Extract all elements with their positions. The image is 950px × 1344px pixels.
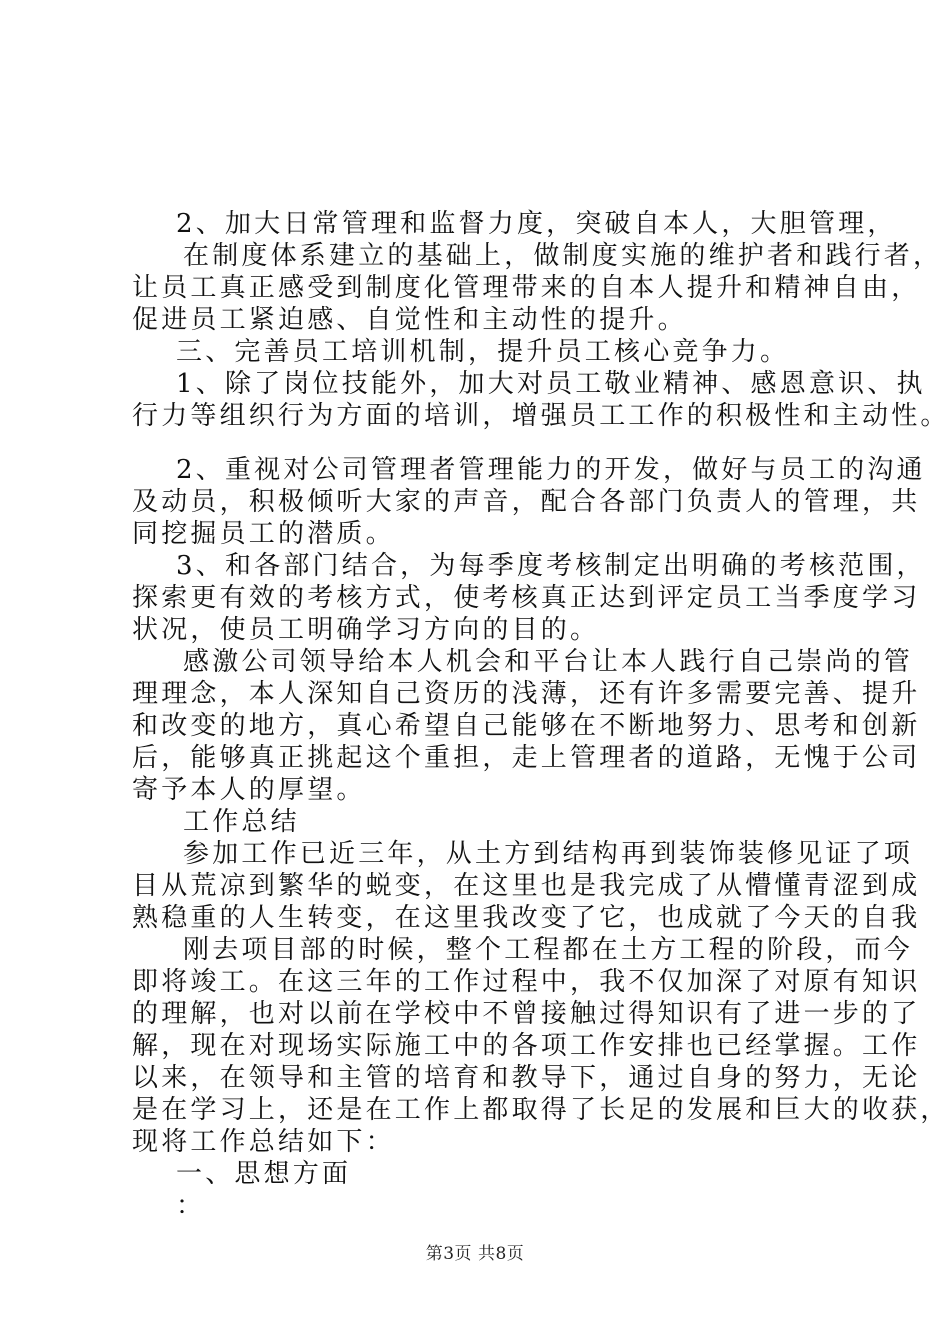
paragraph-line: 及动员，积极倾听大家的声音，配合各部门负责人的管理，共	[132, 487, 921, 517]
paragraph-line: 2、加大日常管理和监督力度，突破自本人，大胆管理，	[176, 209, 897, 239]
paragraph-line: 刚去项目部的时候，整个工程都在土方工程的阶段，而今	[183, 935, 914, 965]
paragraph-line: 解，现在对现场实际施工中的各项工作安排也已经掌握。工作	[132, 1031, 921, 1061]
paragraph-line: 行力等组织行为方面的培训，增强员工工作的积极性和主动性。	[132, 401, 950, 431]
paragraph-line: 熟稳重的人生转变，在这里我改变了它，也成就了今天的自我	[132, 903, 921, 933]
paragraph-line: 的理解，也对以前在学校中不曾接触过得知识有了进一步的了	[132, 999, 921, 1029]
paragraph-line: 促进员工紧迫感、自觉性和主动性的提升。	[132, 305, 687, 335]
paragraph-line: 后，能够真正挑起这个重担，走上管理者的道路，无愧于公司	[132, 743, 921, 773]
paragraph-line: 在制度体系建立的基础上，做制度实施的维护者和践行者，	[183, 241, 943, 271]
paragraph-line: 感激公司领导给本人机会和平台让本人践行自己崇尚的管	[183, 647, 914, 677]
paragraph-line: 探索更有效的考核方式，使考核真正达到评定员工当季度学习	[132, 583, 921, 613]
paragraph-line: 目从荒凉到繁华的蜕变，在这里也是我完成了从懵懂青涩到成	[132, 871, 921, 901]
paragraph-line: 参加工作已近三年，从土方到结构再到装饰装修见证了项	[183, 839, 914, 869]
paragraph-line: 理理念，本人深知自己资历的浅薄，还有许多需要完善、提升	[132, 679, 921, 709]
paragraph-line: 同挖掘员工的潜质。	[132, 519, 395, 549]
section-heading: 三、完善员工培训机制，提升员工核心竞争力。	[176, 337, 790, 367]
paragraph-line: 和改变的地方，真心希望自己能够在不断地努力、思考和创新	[132, 711, 921, 741]
paragraph-line: ：	[176, 1191, 206, 1221]
paragraph-line: 状况，使员工明确学习方向的目的。	[132, 615, 600, 645]
page-indicator: 第3页 共8页	[425, 1244, 525, 1264]
paragraph-line: 1、除了岗位技能外，加大对员工敬业精神、感恩意识、执	[176, 369, 926, 399]
paragraph-line: 即将竣工。在这三年的工作过程中，我不仅加深了对原有知识	[132, 967, 921, 997]
paragraph-line: 2、重视对公司管理者管理能力的开发，做好与员工的沟通	[176, 455, 926, 485]
paragraph-line: 现将工作总结如下：	[132, 1127, 395, 1157]
section-title: 工作总结	[183, 807, 300, 837]
paragraph-line: 是在学习上，还是在工作上都取得了长足的发展和巨大的收获，	[132, 1095, 950, 1125]
paragraph-line: 让员工真正感受到制度化管理带来的自本人提升和精神自由，	[132, 273, 921, 303]
paragraph-line: 以来，在领导和主管的培育和教导下，通过自身的努力，无论	[132, 1063, 921, 1093]
section-heading: 一、思想方面	[176, 1159, 352, 1189]
paragraph-line: 3、和各部门结合，为每季度考核制定出明确的考核范围，	[176, 551, 926, 581]
paragraph-line: 寄予本人的厚望。	[132, 775, 366, 805]
